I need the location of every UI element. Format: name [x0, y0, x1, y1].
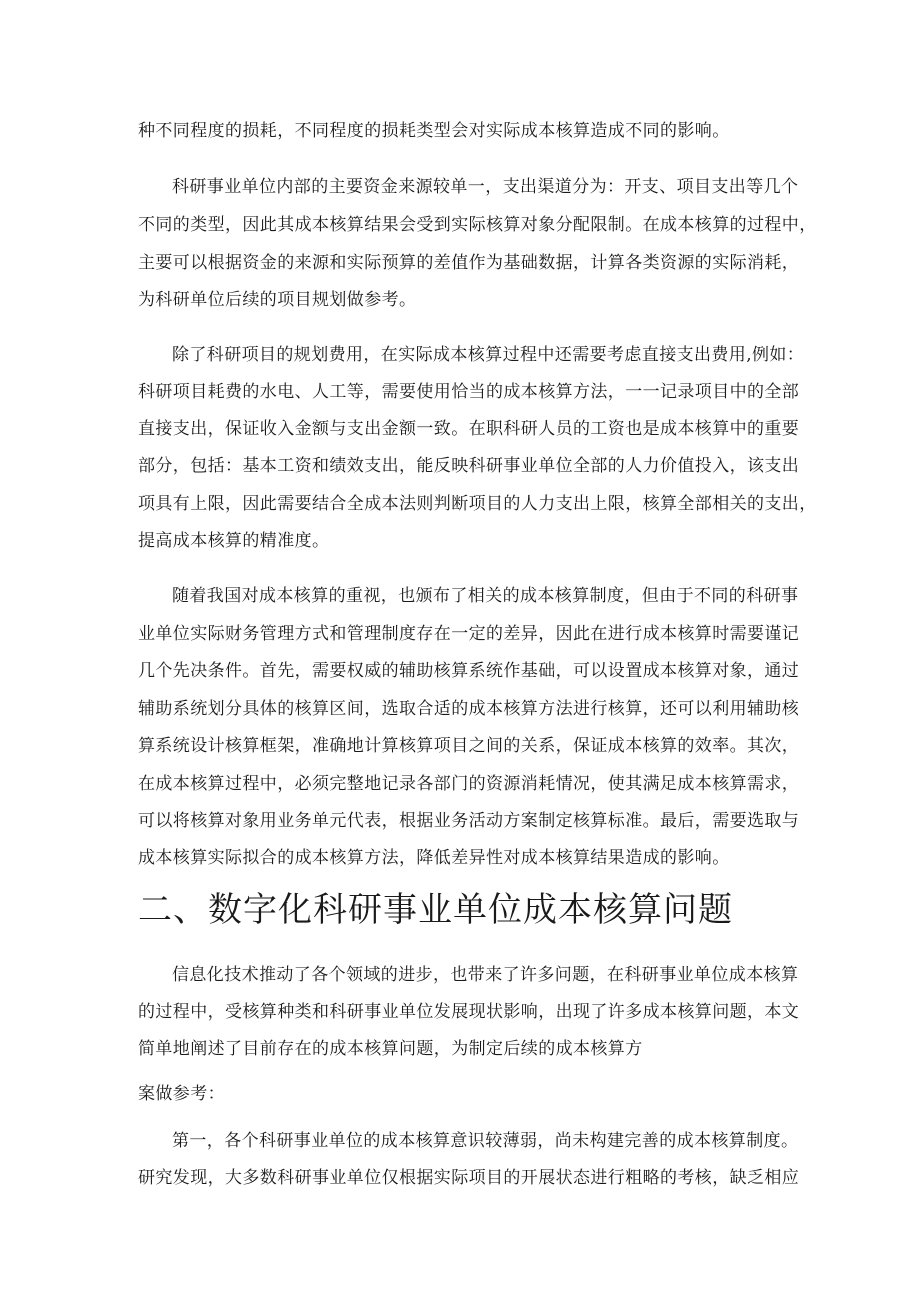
paragraph-line: 案做参考：	[138, 1084, 225, 1104]
paragraph-line: 研究发现，大多数科研事业单位仅根据实际项目的开展状态进行粗略的考核，缺乏相应	[138, 1168, 800, 1188]
section-heading: 二、数字化科研事业单位成本核算问题	[138, 890, 733, 930]
paragraph-line: 提高成本核算的精准度。	[138, 531, 330, 551]
paragraph-line: 科研事业单位内部的主要资金来源较单一，支出渠道分为：开支、项目支出等几个	[172, 177, 799, 197]
paragraph-line: 为科研单位后续的项目规划做参考。	[138, 290, 417, 310]
paragraph-line: 种不同程度的损耗，不同程度的损耗类型会对实际成本核算造成不同的影响。	[138, 121, 730, 141]
paragraph-line: 成本核算实际拟合的成本核算方法，降低差异性对成本核算结果造成的影响。	[138, 848, 730, 868]
paragraph-line: 项具有上限，因此需要结合全成本法则判断项目的人力支出上限，核算全部相关的支出，	[138, 494, 817, 514]
paragraph-line: 直接支出，保证收入金额与支出金额一致。在职科研人员的工资也是成本核算中的重要	[138, 419, 800, 439]
paragraph-line: 简单地阐述了目前存在的成本核算问题，为制定后续的成本核算方	[138, 1039, 643, 1059]
paragraph-line: 在成本核算过程中，必须完整地记录各部门的资源消耗情况，使其满足成本核算需求，	[138, 774, 800, 794]
paragraph-line: 部分，包括：基本工资和绩效支出，能反映科研事业单位全部的人力价值投入，该支出	[138, 456, 800, 476]
paragraph-line: 不同的类型，因此其成本核算结果会受到实际核算对象分配限制。在成本核算的过程中，	[138, 215, 817, 235]
paragraph-line: 的过程中，受核算种类和科研事业单位发展现状影响，出现了许多成本核算问题，本文	[138, 1002, 800, 1022]
paragraph-line: 信息化技术推动了各个领域的进步，也带来了许多问题，在科研事业单位成本核算	[172, 965, 799, 985]
paragraph-line: 算系统设计核算框架，准确地计算核算项目之间的关系，保证成本核算的效率。其次，	[138, 736, 800, 756]
paragraph-line: 辅助系统划分具体的核算区间，选取合适的成本核算方法进行核算，还可以利用辅助核	[138, 699, 800, 719]
paragraph-line: 业单位实际财务管理方式和管理制度存在一定的差异，因此在进行成本核算时需要谨记	[138, 624, 800, 644]
paragraph-line: 第一，各个科研事业单位的成本核算意识较薄弱，尚未构建完善的成本核算制度。	[172, 1131, 799, 1151]
paragraph-line: 主要可以根据资金的来源和实际预算的差值作为基础数据，计算各类资源的实际消耗，	[138, 253, 800, 273]
paragraph-line: 可以将核算对象用业务单元代表，根据业务活动方案制定核算标准。最后，需要选取与	[138, 811, 800, 831]
paragraph-line: 几个先决条件。首先，需要权威的辅助核算系统作基础，可以设置成本核算对象，通过	[138, 661, 800, 681]
paragraph-line: 除了科研项目的规划费用，在实际成本核算过程中还需要考虑直接支出费用,例如：	[172, 345, 805, 365]
paragraph-line: 科研项目耗费的水电、人工等，需要使用恰当的成本核算方法，一一记录项目中的全部	[138, 382, 800, 402]
paragraph-line: 随着我国对成本核算的重视，也颁布了相关的成本核算制度，但由于不同的科研事	[172, 586, 799, 606]
